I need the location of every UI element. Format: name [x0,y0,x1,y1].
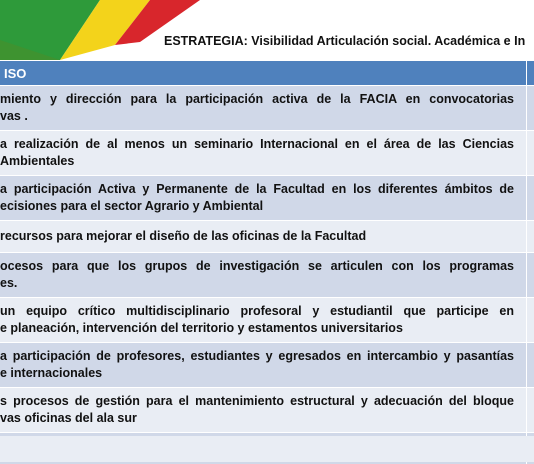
row-line: ocesos para que los grupos de investigación se articulen con los programas [0,259,514,273]
table-row [0,85,534,130]
row-line: miento y dirección para la participación activa de la FACIA en convocatorias [0,92,514,106]
table-row [0,220,534,252]
row-text [0,343,527,387]
row-line: a participación Activa y Permanente de la Facultad en los diferentes ámbitos de [0,182,514,196]
table-header [0,61,534,85]
row-line: a realización de al menos un seminario Internacional en el área de las Ciencias [0,137,514,151]
strategy-title: ESTRATEGIA: Visibilidad Articulación social. Académica e In [164,34,526,48]
flag-stripes-graphic [0,0,534,60]
row-line: e planeación, intervención del territorio y estamentos universitarios [0,321,403,335]
commitments-table [0,61,534,464]
row-secondary-cell [527,86,534,130]
row-text [0,253,527,297]
table-row [0,342,534,387]
row-secondary-cell [527,131,534,175]
row-line: e internacionales [0,366,103,380]
row-line: a participación de profesores, estudiantes y egresados en intercambio y pasantías [0,349,514,363]
row-line: recursos para mejorar el diseño de las oficinas de la Facultad [0,229,367,243]
row-text [0,388,527,432]
row-secondary-cell [527,343,534,387]
column-header: ISO [0,61,527,85]
table-row [0,252,534,297]
table-row [0,130,534,175]
row-secondary-cell [527,221,534,252]
row-line: ecisiones para el sector Agrario y Ambiental [0,199,264,213]
row-secondary-cell [527,298,534,342]
row-secondary-cell [527,253,534,297]
row-line: un equipo crítico multidisciplinario profesoral y estudiantil que participe en [0,304,514,318]
table-row [0,175,534,220]
row-line: vas . [0,109,28,123]
row-text [0,221,527,252]
row-text [0,86,527,130]
row-text [0,176,527,220]
row-secondary-cell [527,388,534,432]
row-line: s procesos de gestión para el mantenimiento estructural y adecuación del bloque [0,394,514,408]
row-secondary-cell [527,176,534,220]
table-row [0,297,534,342]
table-row [0,387,534,432]
row-text [0,298,527,342]
table-footer-band [0,436,534,462]
row-line: Ambientales [0,154,75,168]
row-line: es. [0,276,18,290]
row-line: vas oficinas del ala sur [0,411,137,425]
row-text [0,131,527,175]
